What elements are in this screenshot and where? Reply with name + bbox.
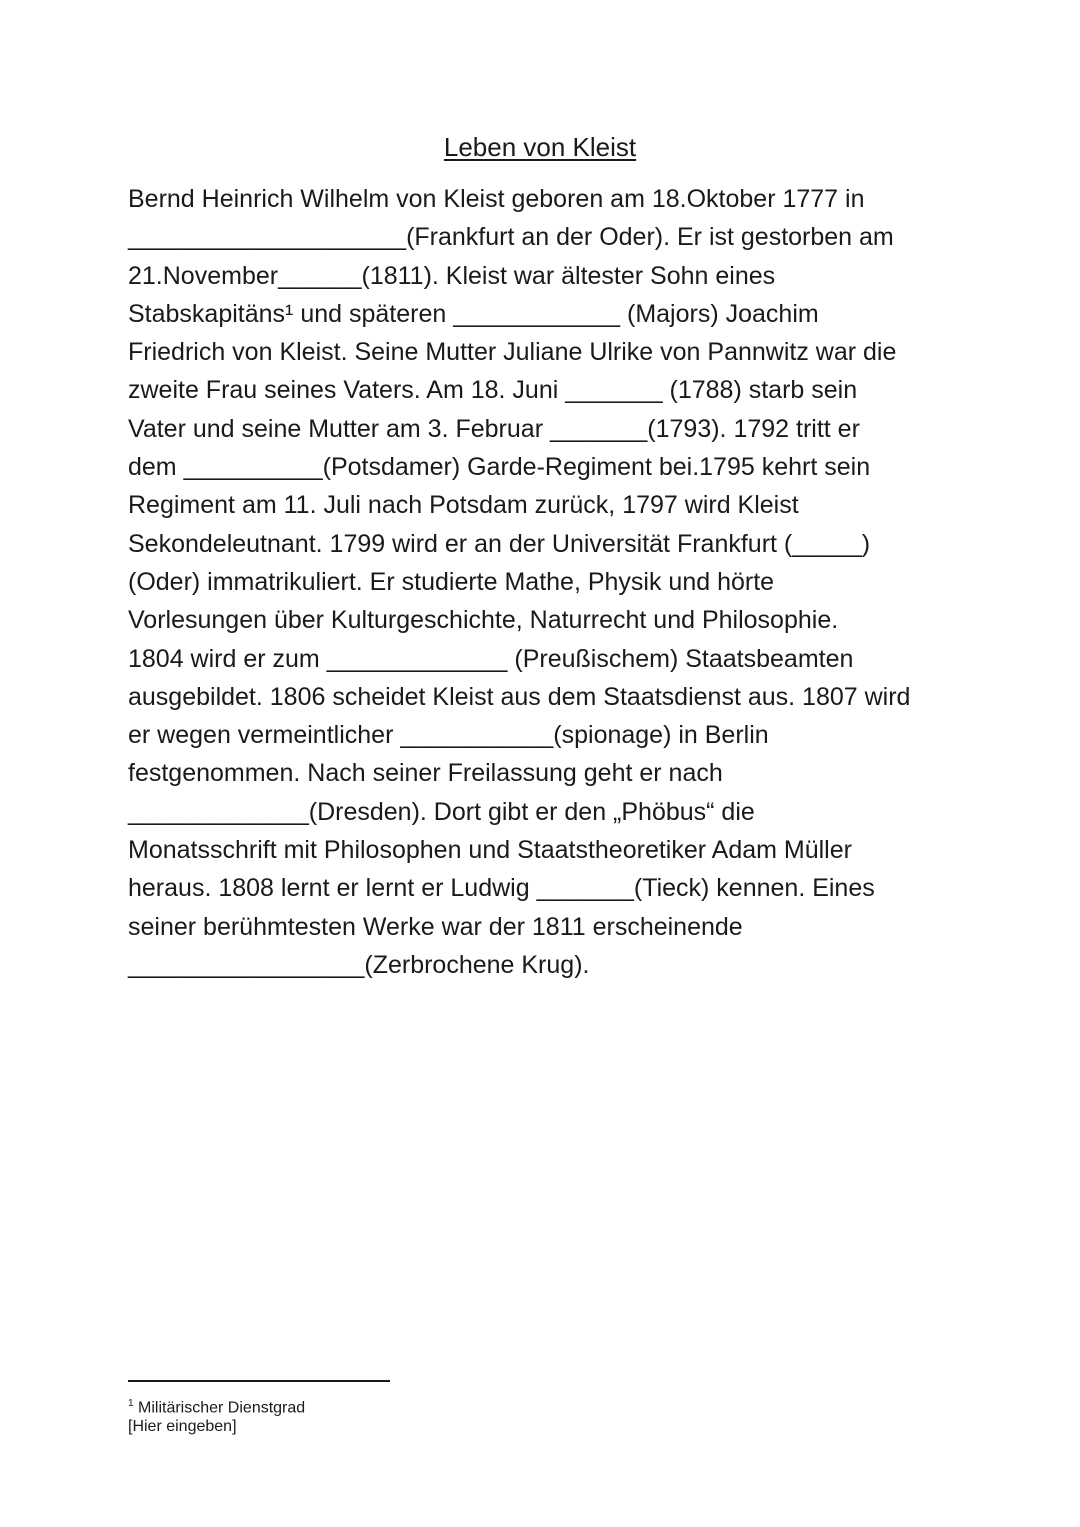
text-line: Vorlesungen über Kulturgeschichte, Naturrecht und Philosophie. xyxy=(128,606,839,635)
text-line: dem __________(Potsdamer) Garde-Regiment bei.1795 kehrt sein xyxy=(128,453,871,482)
text-line: 21.November______(1811). Kleist war ältester Sohn eines xyxy=(128,261,776,290)
footnote-separator xyxy=(128,1380,390,1382)
text-line: er wegen vermeintlicher ___________(spionage) in Berlin xyxy=(128,721,769,750)
footnote-marker: 1 xyxy=(128,1398,134,1409)
text-line: Vater und seine Mutter am 3. Februar _______(1793). 1792 tritt er xyxy=(128,414,860,443)
text-line: Friedrich von Kleist. Seine Mutter Juliane Ulrike von Pannwitz war die xyxy=(128,338,897,367)
text-line: festgenommen. Nach seiner Freilassung geht er nach xyxy=(128,759,723,788)
text-line: ____________________(Frankfurt an der Oder). Er ist gestorben am xyxy=(128,223,894,252)
text-placeholder[interactable]: [Hier eingeben] xyxy=(128,1418,237,1435)
text-line: 1804 wird er zum _____________ (Preußischem) Staatsbeamten xyxy=(128,644,854,673)
text-line: Stabskapitäns¹ und späteren ____________ (Majors) Joachim xyxy=(128,299,819,328)
text-line: _________________(Zerbrochene Krug). xyxy=(128,950,590,979)
text-line: zweite Frau seines Vaters. Am 18. Juni _______ (1788) starb sein xyxy=(128,376,858,405)
document-title-text: Leben von Kleist xyxy=(443,132,637,162)
text-line: Regiment am 11. Juli nach Potsdam zurück, 1797 wird Kleist xyxy=(128,491,799,520)
text-line: Monatsschrift mit Philosophen und Staatstheoretiker Adam Müller xyxy=(128,836,852,865)
text-line: ausgebildet. 1806 scheidet Kleist aus dem Staatsdienst aus. 1807 wird xyxy=(128,682,911,711)
text-line: _____________(Dresden). Dort gibt er den „Phöbus“ die xyxy=(128,797,755,826)
footnote-text: Militärischer Dienstgrad xyxy=(138,1399,306,1417)
text-line: heraus. 1808 lernt er lernt er Ludwig _______(Tieck) kennen. Eines xyxy=(128,874,875,903)
document-title xyxy=(0,130,1080,164)
text-line: Bernd Heinrich Wilhelm von Kleist geboren am 18.Oktober 1777 in xyxy=(128,185,865,213)
text-line: Sekondeleutnant. 1799 wird er an der Universität Frankfurt (_____) xyxy=(128,529,871,558)
document-body xyxy=(128,180,1008,984)
text-line: seiner berühmtesten Werke war der 1811 erscheinende xyxy=(128,912,743,941)
text-line: (Oder) immatrikuliert. Er studierte Mathe, Physik und hörte xyxy=(128,567,775,596)
